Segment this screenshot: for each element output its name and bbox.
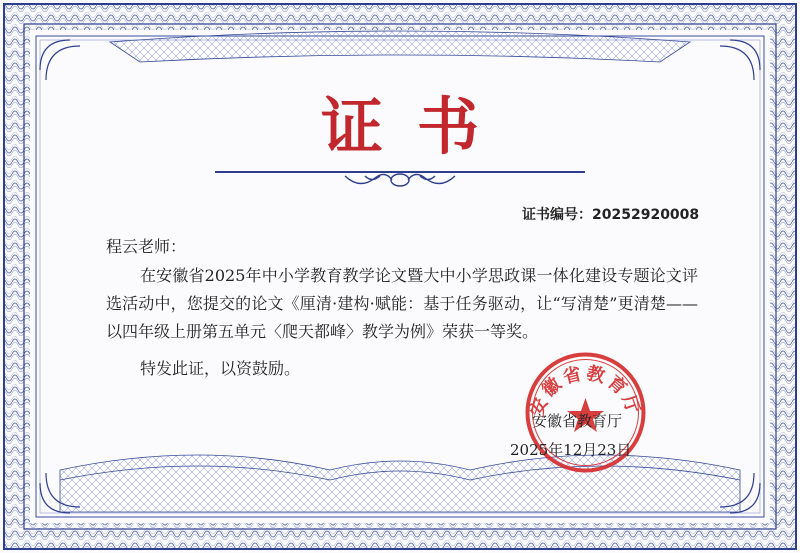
certificate-number: 证书编号：20252920008 xyxy=(522,207,700,223)
issuer-name: 安徽省教育厅 xyxy=(532,412,623,430)
recipient-name: 程云老师： xyxy=(106,237,187,256)
certificate-title: 证书 xyxy=(320,90,513,163)
closing-remark: 特发此证，以资鼓励。 xyxy=(140,359,301,378)
award-description: 在安徽省2025年中小学教育教学论文暨大中小学思政课一体化建设专题论文评选活动中，您提交的论文《厘清·建构·赋能：基于任务驱动，让“写清楚”更清楚——以四年级上册第五单元〈爬天都峰〉教学为例》荣获一等奖。 xyxy=(106,266,698,341)
seal-text: 安徽省教育厅 xyxy=(526,362,645,420)
issue-date: 2025年12月23日 xyxy=(510,441,632,459)
